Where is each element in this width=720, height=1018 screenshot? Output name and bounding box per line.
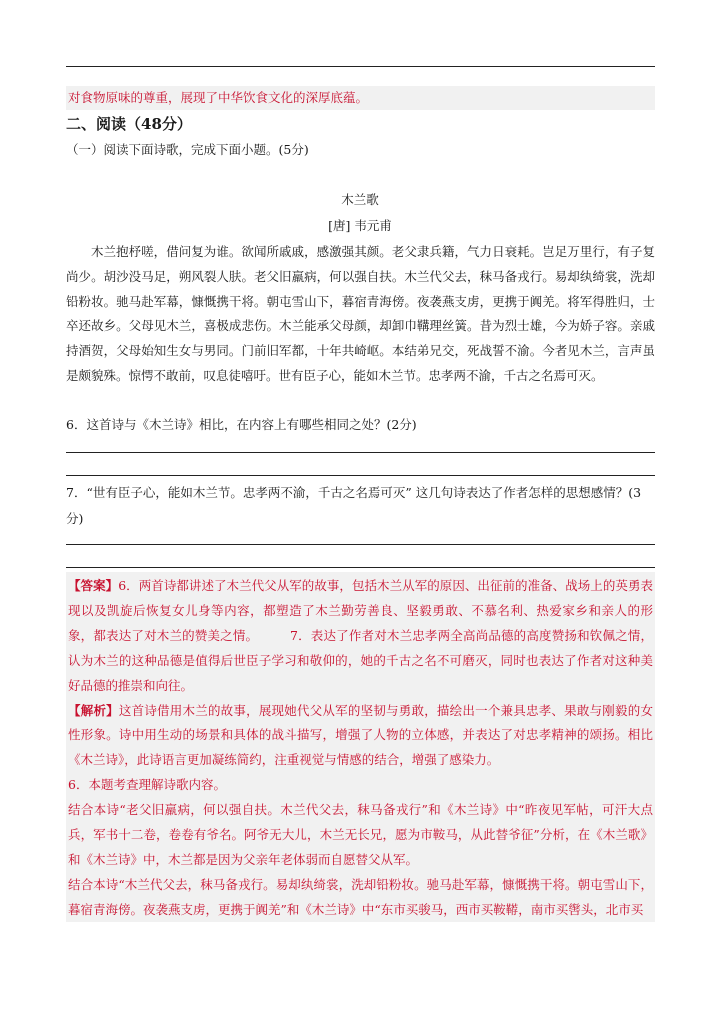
analysis-text: 这首诗借用木兰的故事，展现她代父从军的坚韧与勇敢，描绘出一个兼具忠孝、果敢与刚毅的女性形象。诗中用生动的场景和具体的战斗描写，增强了人物的立体感，并表达了对忠孝精神的颂扬。相比《木兰诗》，此诗语言更加凝练简约，注重视觉与情感的结合，增强了感染力。 — [68, 702, 653, 768]
answer-line-7a — [66, 544, 655, 545]
poem-author: [唐] 韦元甫 — [328, 218, 392, 233]
section-title: 二、阅读（48分） — [66, 115, 192, 133]
analysis-paragraph — [68, 699, 653, 774]
analysis-tag: 【解析】 — [68, 702, 119, 718]
answer-paragraph — [68, 574, 653, 699]
question-6: 6．这首诗与《木兰诗》相比，在内容上有哪些相同之处？(2分) — [66, 417, 417, 432]
reading-instruction: （一）阅读下面诗歌，完成下面小题。(5分) — [66, 142, 309, 157]
question-7: 7．“世有臣子心，能如木兰节。忠孝两不渝，千古之名焉可灭” 这几句诗表达了作者怎样的思想感情？(3分) — [66, 485, 642, 526]
previous-answer-tail: 对食物原味的尊重，展现了中华饮食文化的深厚底蕴。 — [66, 86, 655, 110]
answer-tag: 【答案】 — [68, 578, 119, 593]
poem-body: 木兰抱杼嗟，借问复为谁。欲闻所戚戚，感激强其颜。老父隶兵籍，气力日衰耗。岂足万里行，有子复尚少。胡沙没马足，朔风裂人肤。老父旧羸病，何以强自扶。木兰代父去，秣马备戎行。易却纨绮裳，洗却铅粉妆。驰马赴军幕，慷慨携干将。朝屯雪山下，暮宿青海傍。夜袭燕支虏，更携于阗羌。将军得胜归，士卒还故乡。父母见木兰，喜极成悲伤。木兰能承父母颜，却卸巾鞲理丝簧。昔为烈士雄，今为娇子容。亲戚持酒贺，父母始知生女与男同。门前旧军都，十年共崎岖。本结弟兄交，死战誓不渝。今者见木兰，言声虽是颇貌殊。惊愕不敢前，叹息徒嘻吁。世有臣子心，能如木兰节。忠孝两不渝，千古之名焉可灭。 — [66, 244, 655, 383]
poem-title: 木兰歌 — [341, 192, 379, 207]
analysis-paragraph-a: 结合本诗“老父旧羸病，何以强自扶。木兰代父去，秣马备戎行”和《木兰诗》中“昨夜见军帖，可汗大点兵，军书十二卷，卷卷有爷名。阿爷无大儿，木兰无长兄，愿为市鞍马，从此替爷征”分析，在《木兰歌》和《木兰诗》中，木兰都是因为父亲年老体弱而自愿替父从军。 — [68, 802, 653, 867]
analysis-paragraph-b: 结合本诗“木兰代父去，秣马备戎行。易却纨绮裳，洗却铅粉妆。驰马赴军幕，慷慨携干将。朝屯雪山下，暮宿青海傍。夜袭燕支虏，更携于阗羌”和《木兰诗》中“东市买骏马，西市买鞍鞯，南市买辔头，北市买 — [68, 876, 653, 917]
answer-line-7b — [66, 567, 655, 568]
top-rule — [66, 66, 655, 67]
answer-line-6b — [66, 475, 655, 476]
answer-text: 6．两首诗都讲述了木兰代父从军的故事，包括木兰从军的原因、出征前的准备、战场上的英勇表现以及凯旋后恢复女儿身等内容，都塑造了木兰勤劳善良、坚毅勇敢、不慕名利、热爱家乡和亲人的形象，都表达了对木兰的赞美之情。 7．表达了作者对木兰忠孝两全高尚品德的高度赞扬和钦佩之情，认为木兰的这种品德是值得后世臣子学习和敬仰的，她的千古之名不可磨灭，同时也表达了作者对这种美好品德的推崇和向往。 — [68, 578, 653, 693]
answer-line-6a — [66, 452, 655, 453]
answer-analysis-box — [66, 572, 655, 922]
analysis-line-6: 6．本题考查理解诗歌内容。 — [68, 777, 226, 793]
